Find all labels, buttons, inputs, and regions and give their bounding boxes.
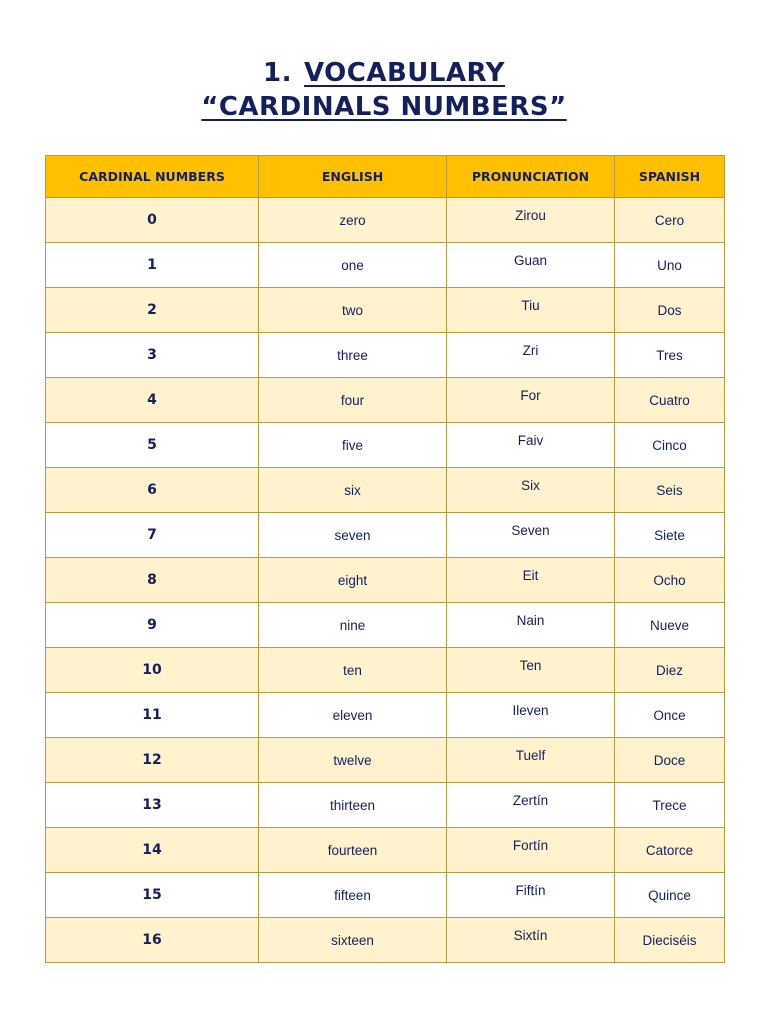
section-number: 1. [263,58,292,88]
table-row [46,783,725,828]
cell-english: eight [259,558,447,603]
cell-spanish: Siete [615,513,725,558]
table-row [46,828,725,873]
cell-pronunciation: Zertín [447,783,615,828]
cell-cardinal: 3 [46,333,259,378]
title-cardinals-numbers: “CARDINALS NUMBERS” [201,92,567,122]
header-spanish: SPANISH [615,156,725,198]
cell-english: one [259,243,447,288]
header-english: ENGLISH [259,156,447,198]
cell-cardinal: 5 [46,423,259,468]
cell-english: twelve [259,738,447,783]
table-row [46,558,725,603]
cell-cardinal: 6 [46,468,259,513]
title-vocabulary: VOCABULARY [303,58,505,88]
cell-pronunciation: Six [447,468,615,513]
page-title [0,56,768,124]
cell-spanish: Doce [615,738,725,783]
cell-cardinal: 12 [46,738,259,783]
table-row [46,333,725,378]
header-cardinal-numbers: CARDINAL NUMBERS [46,156,259,198]
cell-cardinal: 7 [46,513,259,558]
cell-pronunciation: For [447,378,615,423]
cell-spanish: Catorce [615,828,725,873]
cell-pronunciation: Zri [447,333,615,378]
cell-cardinal: 2 [46,288,259,333]
cell-pronunciation: Guan [447,243,615,288]
cell-spanish: Seis [615,468,725,513]
vocabulary-table [45,155,725,963]
cell-cardinal: 11 [46,693,259,738]
table-row [46,378,725,423]
table-row [46,423,725,468]
cell-pronunciation: Tiu [447,288,615,333]
cell-pronunciation: Sixtín [447,918,615,963]
table-row [46,513,725,558]
table-row [46,288,725,333]
cell-english: eleven [259,693,447,738]
cell-cardinal: 16 [46,918,259,963]
cell-cardinal: 1 [46,243,259,288]
table-header-row [46,156,725,198]
table-row [46,243,725,288]
cell-spanish: Ocho [615,558,725,603]
table-row [46,738,725,783]
cell-english: three [259,333,447,378]
cell-cardinal: 8 [46,558,259,603]
cell-spanish: Cinco [615,423,725,468]
header-pronunciation: PRONUNCIATION [447,156,615,198]
cell-pronunciation: Eit [447,558,615,603]
cell-pronunciation: Ileven [447,693,615,738]
table-row [46,198,725,243]
cell-spanish: Diez [615,648,725,693]
cell-pronunciation: Fiftín [447,873,615,918]
cell-spanish: Trece [615,783,725,828]
cell-spanish: Cuatro [615,378,725,423]
cell-spanish: Nueve [615,603,725,648]
cell-english: six [259,468,447,513]
cell-pronunciation: Nain [447,603,615,648]
cell-pronunciation: Ten [447,648,615,693]
table-row [46,693,725,738]
cell-pronunciation: Tuelf [447,738,615,783]
cell-english: thirteen [259,783,447,828]
table-row [46,918,725,963]
title-line-1 [0,56,768,90]
cell-cardinal: 0 [46,198,259,243]
cell-spanish: Dieciséis [615,918,725,963]
cell-cardinal: 13 [46,783,259,828]
cell-cardinal: 14 [46,828,259,873]
table-row [46,873,725,918]
cell-pronunciation: Faiv [447,423,615,468]
cell-english: ten [259,648,447,693]
cell-english: seven [259,513,447,558]
cell-english: zero [259,198,447,243]
cell-english: five [259,423,447,468]
cell-cardinal: 10 [46,648,259,693]
cell-english: nine [259,603,447,648]
cell-spanish: Dos [615,288,725,333]
table-row [46,603,725,648]
cell-spanish: Once [615,693,725,738]
cell-english: sixteen [259,918,447,963]
cell-spanish: Quince [615,873,725,918]
cell-cardinal: 9 [46,603,259,648]
cell-spanish: Tres [615,333,725,378]
table-row [46,648,725,693]
cell-pronunciation: Zirou [447,198,615,243]
cell-cardinal: 15 [46,873,259,918]
cell-spanish: Uno [615,243,725,288]
cell-pronunciation: Fortín [447,828,615,873]
cell-english: two [259,288,447,333]
cell-pronunciation: Seven [447,513,615,558]
cell-english: fifteen [259,873,447,918]
cell-spanish: Cero [615,198,725,243]
cell-cardinal: 4 [46,378,259,423]
table-row [46,468,725,513]
cell-english: fourteen [259,828,447,873]
cell-english: four [259,378,447,423]
